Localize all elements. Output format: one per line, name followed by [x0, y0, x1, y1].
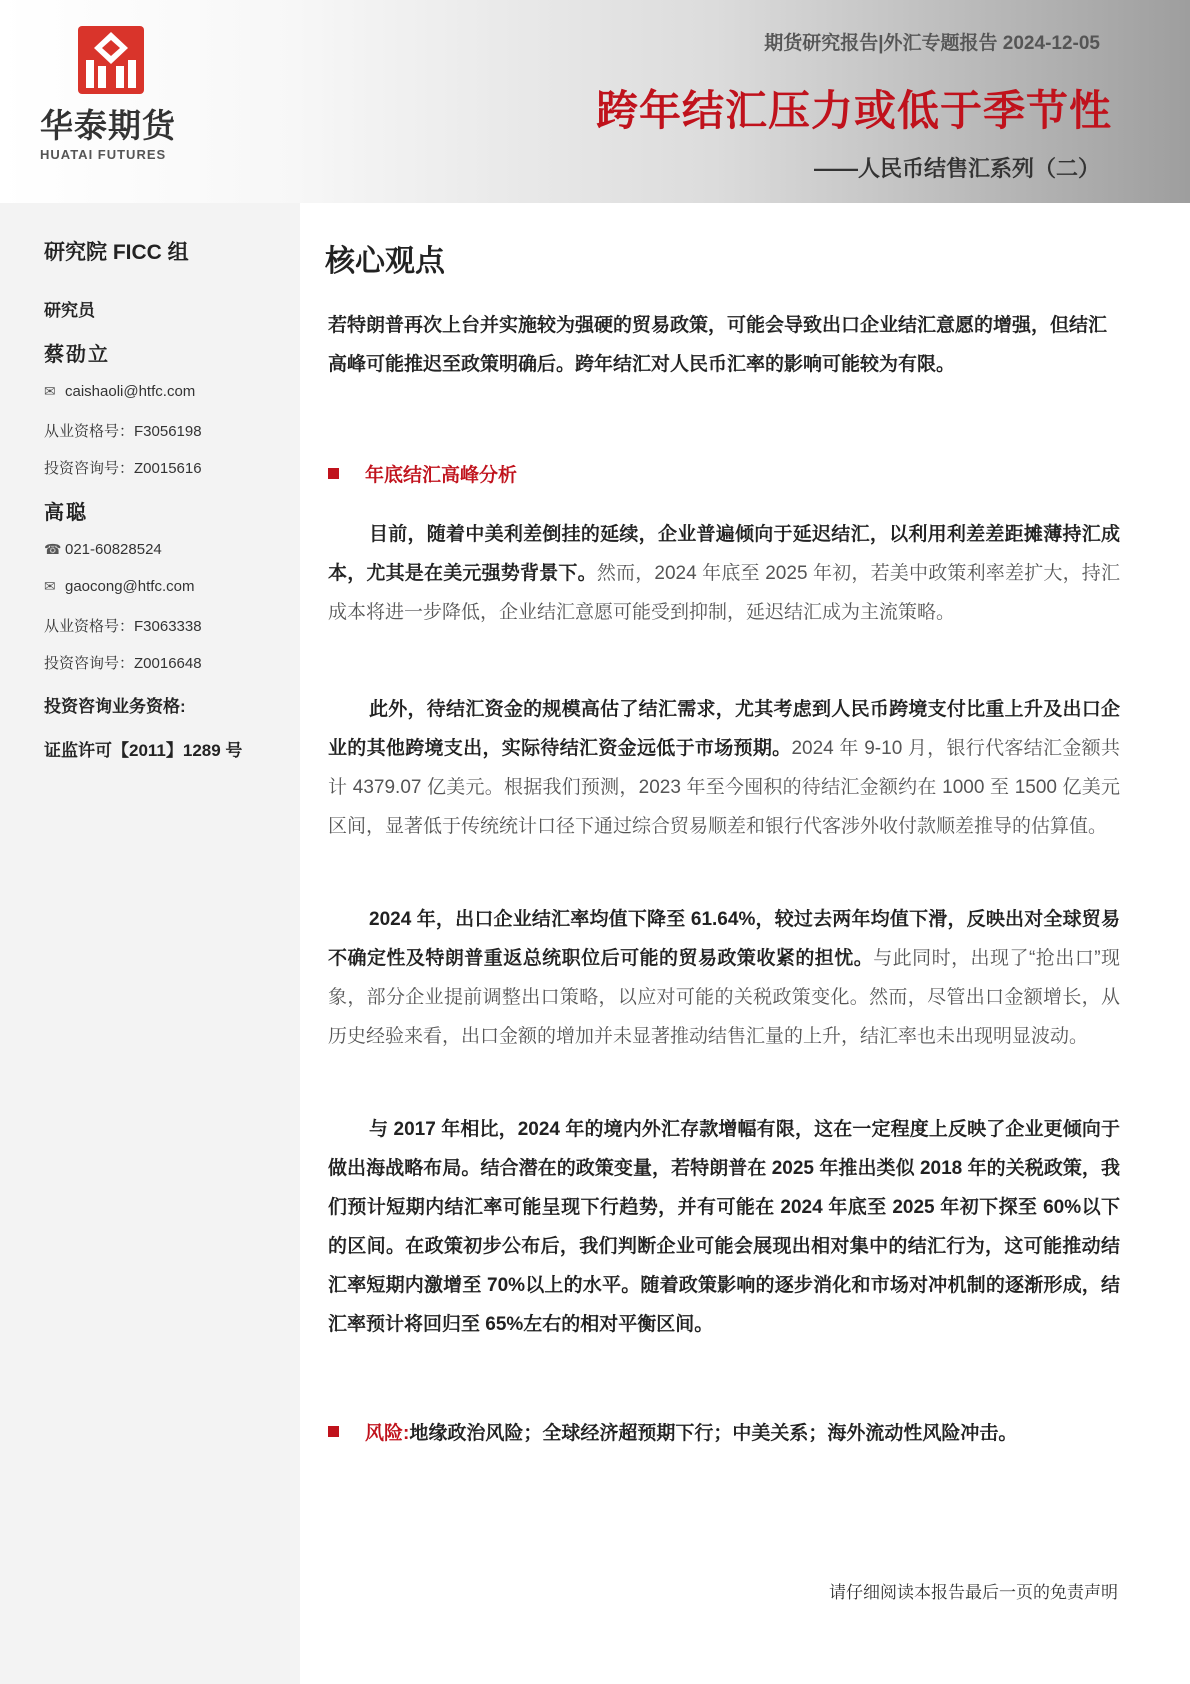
square-bullet-icon	[328, 468, 339, 479]
core-view-heading: 核心观点	[325, 245, 445, 278]
analyst-consult-id: 投资咨询号：Z0015616	[44, 460, 202, 477]
analyst-consult-id: 投资咨询号：Z0016648	[44, 655, 202, 672]
paragraph-2-lead: 此外，待结汇资金的规模高估了结汇需求，尤其考虑到人民币跨境支付比重上升及出口企业的其他跨境支出，实际待结汇资金远低于市场预期。	[328, 699, 1120, 759]
company-logo	[40, 26, 190, 162]
disclaimer-note: 请仔细阅读本报告最后一页的免责声明	[829, 1583, 1118, 1602]
report-subtitle: ——人民币结售汇系列（二）	[813, 156, 1100, 181]
report-header	[0, 0, 1190, 203]
paragraph-3-lead: 2024 年，出口企业结汇率均值下降至 61.64%，较过去两年均值下滑，反映出对全球贸易不确定性及特朗普重返总统职位后可能的贸易政策收紧的担忧。	[328, 909, 1120, 969]
mail-icon: ✉	[44, 578, 56, 594]
research-group: 研究院 FICC 组	[44, 241, 189, 264]
square-bullet-icon	[328, 1426, 339, 1437]
analyst-email[interactable]: ✉ gaocong@htfc.com	[44, 578, 195, 595]
paragraph-2	[328, 690, 1120, 846]
section-title: 年底结汇高峰分析	[365, 465, 518, 486]
report-title: 跨年结汇压力或低于季节性	[595, 87, 1112, 134]
paragraph-1-body: 然而，2024 年底至 2025 年初，若美中政策利率差扩大，持汇成本将进一步降低，企业结汇意愿可能受到抑制，延迟结汇成为主流策略。	[328, 563, 1120, 623]
logo-english-name: HUATAI FUTURES	[40, 147, 167, 162]
risk-label: 风险:	[365, 1423, 410, 1444]
report-meta: 期货研究报告|外汇专题报告 2024-12-05	[764, 33, 1100, 54]
core-summary: 若特朗普再次上台并实施较为强硬的贸易政策，可能会导致出口企业结汇意愿的增强，但结汇高峰可能推迟至政策明确后。跨年结汇对人民币汇率的影响可能较为有限。	[328, 315, 1108, 375]
mail-icon: ✉	[44, 383, 56, 399]
analyst-name: 高聪	[44, 502, 88, 524]
paragraph-3-body: 与此同时，出现了“抢出口”现象，部分企业提前调整出口策略，以应对可能的关税政策变化。然而，尽管出口金额增长，从历史经验来看，出口金额的增加并未显著推动结售汇量的上升，结汇率也未出现明显波动。	[328, 948, 1120, 1047]
researcher-label: 研究员	[44, 301, 95, 320]
qualification-value: 证监许可【2011】1289 号	[44, 741, 243, 760]
logo-chinese-name: 华泰期货	[40, 107, 176, 144]
analyst-phone: ☎ 021-60828524	[44, 541, 162, 558]
analyst-license: 从业资格号：F3056198	[44, 423, 202, 440]
paragraph-4-body: 与 2017 年相比，2024 年的境内外汇存款增幅有限，这在一定程度上反映了企业更倾向于做出海战略布局。结合潜在的政策变量，若特朗普在 2025 年推出类似 2018 年的关税政策，我们预计短期内结汇率可能呈现下行趋势，并有可能在 2024 年底至 2025 年初下探至 60%以下的区间。在政策初步公布后，我们判断企业可能会展现出相对集中的结汇行为，这可能推动结汇率短期内激增至 70%以上的水平。随着政策影响的逐步消化和市场对冲机制的逐渐形成，结汇率预计将回归至 65%左右的相对平衡区间。	[328, 1119, 1120, 1335]
analyst-email[interactable]: ✉ caishaoli@htfc.com	[44, 383, 196, 400]
phone-icon: ☎	[44, 541, 62, 557]
huatai-logo-icon	[78, 26, 144, 94]
risk-line	[328, 1418, 1017, 1445]
paragraph-3	[328, 900, 1120, 1056]
risk-text: 地缘政治风险；全球经济超预期下行；中美关系；海外流动性风险冲击。	[409, 1423, 1018, 1444]
analyst-name: 蔡劭立	[44, 344, 110, 366]
qualification-label: 投资咨询业务资格:	[44, 697, 186, 716]
paragraph-1	[328, 515, 1120, 632]
section-header	[328, 460, 517, 487]
paragraph-1-lead: 目前，随着中美利差倒挂的延续，企业普遍倾向于延迟结汇，以利用利差差距摊薄持汇成本，尤其是在美元强势背景下。	[328, 524, 1120, 584]
paragraph-2-body: 2024 年 9-10 月，银行代客结汇金额共计 4379.07 亿美元。根据我们预测，2023 年至今囤积的待结汇金额约在 1000 至 1500 亿美元区间，显著低于传统统计口径下通过综合贸易顺差和银行代客涉外收付款顺差推导的估算值。	[328, 738, 1120, 837]
paragraph-4	[328, 1110, 1120, 1344]
analyst-license: 从业资格号：F3063338	[44, 618, 202, 635]
